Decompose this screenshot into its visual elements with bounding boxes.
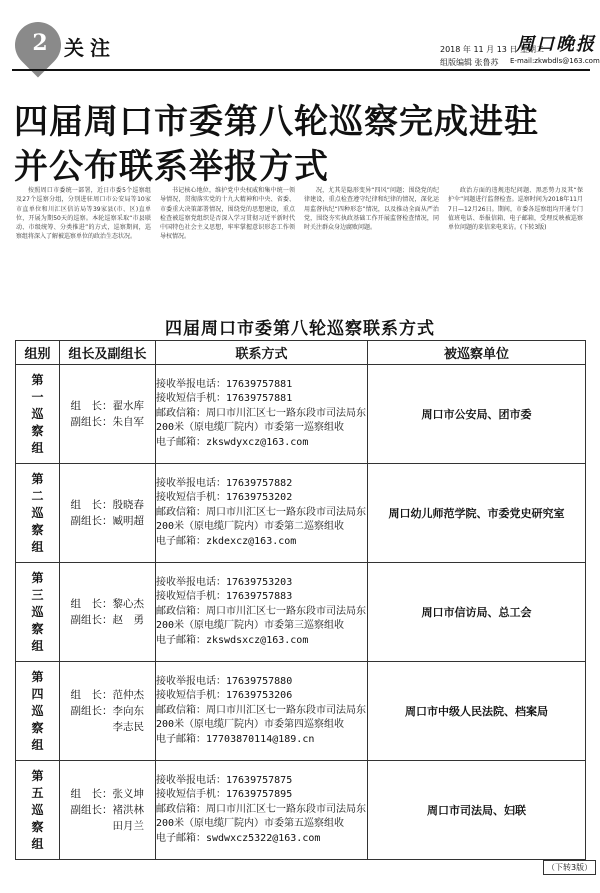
deputy-label: 副组长： bbox=[70, 614, 113, 626]
contact-table bbox=[15, 340, 586, 860]
continued-note: （下转3版） bbox=[543, 860, 596, 875]
contact-line: 邮政信箱：周口市川汇区七一路东段市司法局东200米（原电缆厂院内）市委第三巡察组收 bbox=[156, 605, 366, 632]
contact-line: 电子邮箱：17703870114@189.cn bbox=[156, 733, 315, 745]
leaders-cell bbox=[60, 761, 156, 860]
headline-line-1: 四届周口市委第八轮巡察完成进驻 bbox=[14, 102, 539, 142]
leader-name: 翟水库 bbox=[112, 400, 144, 412]
col-header-group: 组别 bbox=[16, 341, 60, 365]
deputy-name: 李志民 bbox=[112, 721, 144, 733]
group-name: 第四巡察组 bbox=[31, 669, 44, 752]
editor-credit: 组版编辑 张鲁苏 bbox=[440, 58, 499, 67]
contact-line: 电子邮箱：zkswdyxcz@163.com bbox=[156, 436, 309, 448]
header-divider bbox=[12, 69, 590, 71]
contact-line: 电子邮箱：swdwxcz5322@163.com bbox=[156, 832, 321, 844]
group-cell bbox=[16, 365, 60, 464]
group-cell bbox=[16, 662, 60, 761]
contact-line: 接收举报电话：17639753203 bbox=[156, 576, 293, 588]
leaders-cell bbox=[60, 464, 156, 563]
page-number: 2 bbox=[32, 30, 48, 56]
contact-cell bbox=[156, 761, 368, 860]
group-name: 第一巡察组 bbox=[31, 372, 44, 455]
col-header-contact: 联系方式 bbox=[156, 341, 368, 365]
table-row bbox=[16, 464, 586, 563]
inspected-unit: 周口市司法局、妇联 bbox=[368, 761, 586, 860]
deputy-label: 副组长： bbox=[70, 804, 113, 816]
article-column-1: 按照周口市委统一部署，近日市委5个巡察组及27个巡察分组，分别进驻周口市公安局等10家市直单位和川汇区信访局等39家县(市、区)直单位，开展为期50天的巡察。本轮巡察采取“市县联动、市级统筹、分类推进”的方式，巡察期间，巡察组将深入了解被巡察单位的政治生态状况。 bbox=[16, 187, 151, 241]
leader-label: 组 长： bbox=[70, 400, 113, 412]
group-cell bbox=[16, 563, 60, 662]
contact-line: 接收短信手机：17639757883 bbox=[156, 591, 293, 603]
leader-label: 组 长： bbox=[70, 499, 113, 511]
deputy-label: 副组长： bbox=[70, 705, 113, 717]
table-row bbox=[16, 365, 586, 464]
section-title: 关注 bbox=[64, 36, 116, 60]
contact-line: 接收举报电话：17639757875 bbox=[156, 774, 293, 786]
editor-email: E-mail:zkwbdls@163.com bbox=[510, 57, 600, 65]
leader-label: 组 长： bbox=[70, 788, 113, 800]
newspaper-logo: 周口晚报 bbox=[516, 34, 596, 55]
deputy-name: 朱自军 bbox=[112, 416, 144, 428]
inspected-unit: 周口市信访局、总工会 bbox=[368, 563, 586, 662]
contact-cell bbox=[156, 464, 368, 563]
deputy-name: 赵 勇 bbox=[112, 614, 144, 626]
table-header-row bbox=[16, 341, 586, 365]
leaders-cell bbox=[60, 563, 156, 662]
article-column-4: 政治方面的违规违纪问题、黑恶势力及其“保护伞”问题进行监督检查。巡察时间为2018年11月7日—12月26日。期间，市委各巡察组均开通专门值班电话、举报信箱、电子邮箱，受理反映被巡察单位问题的来信来电来访。(下转3版) bbox=[448, 187, 583, 232]
contact-line: 接收短信手机：17639757895 bbox=[156, 789, 293, 801]
headline bbox=[14, 100, 594, 190]
leaders-cell bbox=[60, 662, 156, 761]
contact-line: 接收举报电话：17639757880 bbox=[156, 675, 293, 687]
deputy-label: 副组长： bbox=[70, 416, 113, 428]
leader-name: 范仲杰 bbox=[112, 689, 144, 701]
leader-name: 殷晓春 bbox=[112, 499, 144, 511]
contact-line: 接收短信手机：17639757881 bbox=[156, 393, 293, 405]
deputy-name: 田月兰 bbox=[112, 820, 144, 832]
contact-cell bbox=[156, 365, 368, 464]
inspected-unit: 周口市公安局、团市委 bbox=[368, 365, 586, 464]
contact-cell bbox=[156, 662, 368, 761]
contact-line: 邮政信箱：周口市川汇区七一路东段市司法局东200米（原电缆厂院内）市委第五巡察组收 bbox=[156, 803, 366, 830]
group-name: 第三巡察组 bbox=[31, 570, 44, 653]
contact-line: 邮政信箱：周口市川汇区七一路东段市司法局东200米（原电缆厂院内）市委第四巡察组收 bbox=[156, 704, 366, 731]
contact-line: 接收短信手机：17639753206 bbox=[156, 690, 293, 702]
group-name: 第二巡察组 bbox=[31, 471, 44, 554]
table-row bbox=[16, 761, 586, 860]
contact-line: 接收举报电话：17639757881 bbox=[156, 378, 293, 390]
inspected-unit: 周口市中级人民法院、档案局 bbox=[368, 662, 586, 761]
article-column-2: 书记核心地位，维护党中央权威和集中统一领导情况，贯彻落实党的十九大精神和中央、省委、市委重大决策部署情况，围绕党的思想建设，重点检查被巡察党组织是否深入学习贯彻习近平新时代中国特色社会主义思想，牢牢掌握意识形态工作领导权情况。 bbox=[160, 187, 295, 241]
col-header-leaders: 组长及副组长 bbox=[60, 341, 156, 365]
article-column-3: 况，尤其是隐形变异“四风”问题；围绕党的纪律建设，重点检查遵守纪律和纪律的情况，深化运用监督执纪“四种形态”情况，以及推动全面从严治党，围绕夯实执政基础工作开展监督检查情况，同时关注群众身边腐败问题。 bbox=[304, 187, 439, 232]
contact-line: 邮政信箱：周口市川汇区七一路东段市司法局东200米（原电缆厂院内）市委第一巡察组收 bbox=[156, 407, 366, 434]
contact-line: 电子邮箱：zkdexcz@163.com bbox=[156, 535, 297, 547]
col-header-unit: 被巡察单位 bbox=[368, 341, 586, 365]
deputy-name: 臧明超 bbox=[112, 515, 144, 527]
inspected-unit: 周口幼儿师范学院、市委党史研究室 bbox=[368, 464, 586, 563]
contact-line: 接收举报电话：17639757882 bbox=[156, 477, 293, 489]
issue-date: 2018 年 11 月 13 日 星期二 bbox=[440, 45, 544, 54]
leader-label: 组 长： bbox=[70, 689, 113, 701]
table-title: 四届周口市委第八轮巡察联系方式 bbox=[165, 319, 435, 339]
headline-line-2: 并公布联系举报方式 bbox=[14, 147, 329, 187]
contact-line: 电子邮箱：zkswdsxcz@163.com bbox=[156, 634, 309, 646]
deputy-name: 褚洪林 bbox=[112, 804, 144, 816]
contact-line: 邮政信箱：周口市川汇区七一路东段市司法局东200米（原电缆厂院内）市委第二巡察组收 bbox=[156, 506, 366, 533]
table-row bbox=[16, 662, 586, 761]
leader-label: 组 长： bbox=[70, 598, 113, 610]
leader-name: 张义坤 bbox=[112, 788, 144, 800]
deputy-label: 副组长： bbox=[70, 515, 113, 527]
deputy-name: 李向东 bbox=[112, 705, 144, 717]
leaders-cell bbox=[60, 365, 156, 464]
contact-line: 接收短信手机：17639753202 bbox=[156, 492, 293, 504]
group-name: 第五巡察组 bbox=[31, 768, 44, 851]
group-cell bbox=[16, 761, 60, 860]
contact-cell bbox=[156, 563, 368, 662]
group-cell bbox=[16, 464, 60, 563]
table-row bbox=[16, 563, 586, 662]
leader-name: 黎心杰 bbox=[112, 598, 144, 610]
